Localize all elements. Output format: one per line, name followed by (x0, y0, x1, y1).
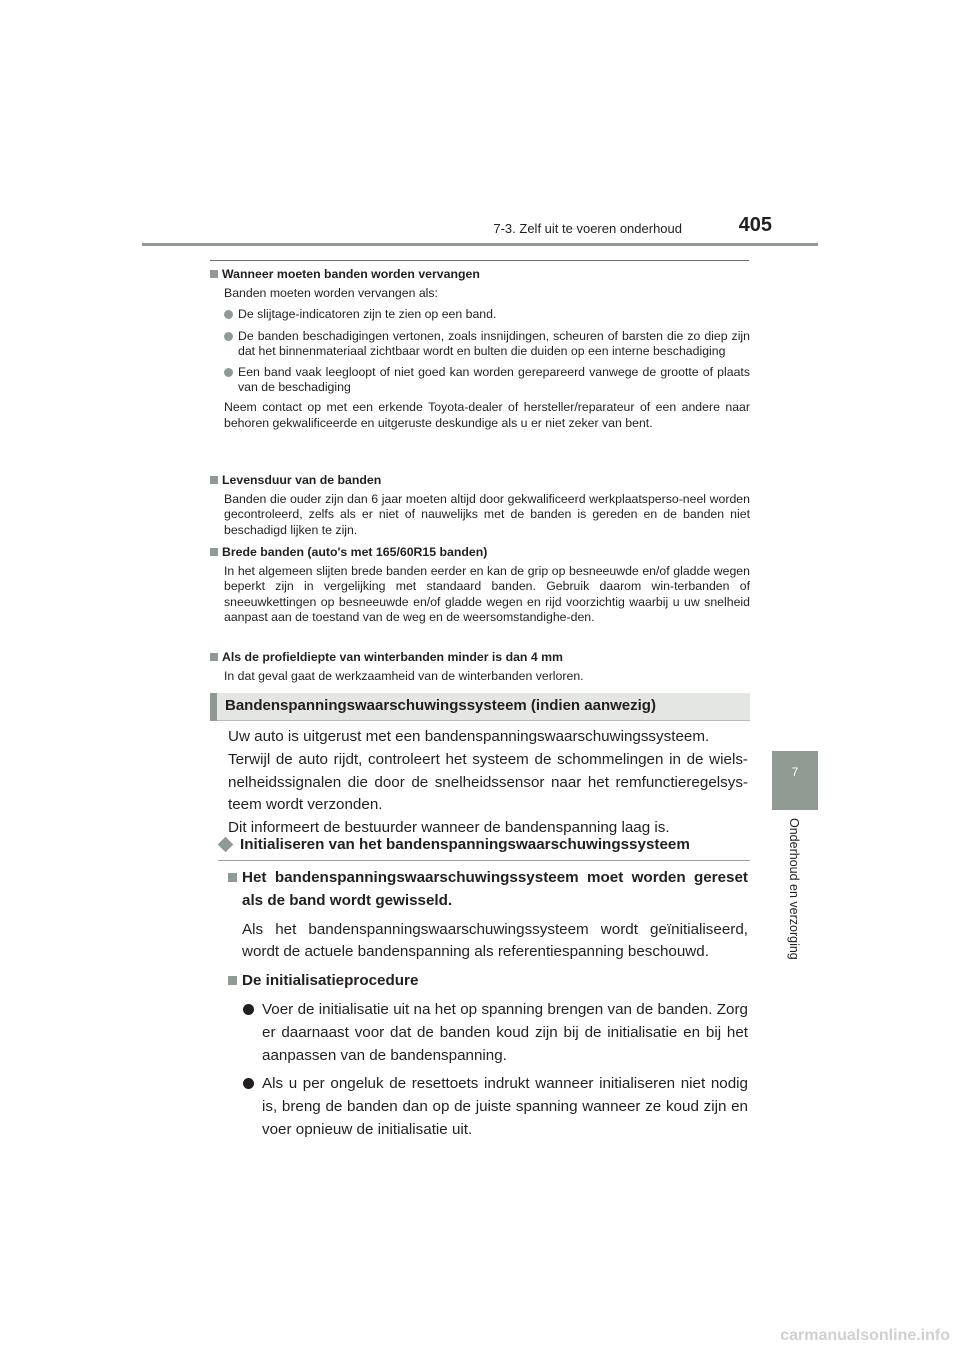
round-bullet-icon (224, 368, 233, 377)
square-bullet-icon (228, 976, 237, 985)
diamond-bullet-icon (218, 837, 234, 853)
square-bullet-icon (210, 548, 218, 556)
note-text: Banden die ouder zijn dan 6 jaar moeten altijd door gekwalificeerd werkplaatsperso-neel worden gecontroleerd, zelfs als er niet of nauwelijks met de banden is gereden en de banden niet beschadigd lijken te zijn. (224, 492, 750, 537)
note-intro: Banden moeten worden vervangen als: (224, 286, 438, 301)
note-heading: Brede banden (auto's met 165/60R15 banden) (210, 545, 750, 560)
square-bullet-icon (228, 873, 237, 882)
note-tire-replacement (210, 267, 750, 431)
section-body (228, 726, 748, 840)
note-heading: Wanneer moeten banden worden vervangen (210, 267, 750, 282)
note-winter-tire-depth (210, 650, 750, 684)
subsection-header (218, 836, 750, 861)
round-bullet-icon (224, 310, 233, 319)
page-number: 405 (738, 214, 772, 236)
section-paragraph: Terwijl de auto rijdt, controleert het systeem de schommelingen in de wiels-nelheidssignalen die door de snelheidssensor naar het remfunctieregelsys-teem wordt verzonden. (228, 750, 748, 814)
round-bullet-icon (243, 1004, 254, 1015)
top-rule (210, 260, 749, 261)
section-title: Bandenspanningswaarschuwingssysteem (indien aanwezig) (225, 697, 656, 714)
chapter-label (782, 818, 806, 978)
section-header (210, 693, 750, 721)
subsection-title: Initialiseren van het bandenspanningswaarschuwingssysteem (240, 836, 690, 853)
note-text: In het algemeen slijten brede banden eerder en kan de grip op besneeuwde en/of gladde wegen beperkt zijn in vergelijking met standaard banden. Gebruik daarom win-terbanden of sneeuwkettingen op besneeuwde en/of gladde wegen en rijd voorzichtig waarbij u uw snelheid aanpast aan de toestand van de weg en de weersomstandighe-den. (224, 564, 750, 624)
round-bullet-icon (224, 332, 233, 341)
header-section-title: 7-3. Zelf uit te voeren onderhoud (493, 221, 682, 236)
round-bullet-icon (243, 1078, 254, 1089)
header-rule (142, 243, 818, 246)
chapter-tab (772, 751, 818, 810)
watermark: carmanualsonline.info (780, 1327, 950, 1344)
square-bullet-icon (210, 653, 218, 661)
list-item: Voer de initialisatie uit na het op spanning brengen van de banden. Zorg er daarnaast voor dat de banden koud zijn bij de initialisatie en bij het aanpassen van de bandenspanning. (228, 999, 748, 1067)
item-text: Als het bandenspanningswaarschuwingssysteem wordt geïnitialiseerd, wordt de actuele bandenspanning als referentiespanning beschouwd. (242, 920, 748, 961)
list-item: Als u per ongeluk de resettoets indrukt wanneer initialiseren niet nodig is, breng de banden dan op de juiste spanning wanneer ze koud zijn en voer opnieuw de initialisatie uit. (228, 1073, 748, 1141)
chapter-number: 7 (791, 765, 799, 779)
square-bullet-icon (210, 270, 218, 278)
subsection-body (228, 867, 748, 1142)
chapter-label-text: Onderhoud en verzorging (787, 818, 801, 960)
note-heading: Als de profieldiepte van winterbanden minder is dan 4 mm (210, 650, 750, 665)
section-header-bar (210, 693, 217, 721)
section-paragraph: Dit informeert de bestuurder wanneer de bandenspanning laag is. (228, 819, 670, 837)
section-paragraph: Uw auto is uitgerust met een bandenspanningswaarschuwingssysteem. (228, 728, 710, 745)
item-heading: De initialisatieprocedure (228, 970, 748, 993)
note-heading: Levensduur van de banden (210, 473, 750, 488)
list-item: De banden beschadigingen vertonen, zoals insnijdingen, scheuren of barsten die zo diep zijn dat het binnenmateriaal zichtbaar wordt en bulten die duiden op een interne beschadiging (210, 329, 750, 359)
note-tire-lifespan (210, 473, 750, 538)
square-bullet-icon (210, 476, 218, 484)
list-item: De slijtage-indicatoren zijn te zien op een band. (210, 307, 750, 322)
item-heading: Het bandenspanningswaarschuwingssysteem moet worden gereset als de band wordt gewisseld. (228, 867, 748, 913)
note-text: In dat geval gaat de werkzaamheid van de winterbanden verloren. (224, 669, 584, 684)
list-item: Een band vaak leegloopt of niet goed kan worden gerepareerd vanwege de grootte of plaats van de beschadiging (210, 365, 750, 395)
note-wide-tires (210, 545, 750, 625)
note-outro: Neem contact op met een erkende Toyota-dealer of hersteller/reparateur of een andere naar behoren gekwalificeerde en uitgeruste deskundige als u er niet zeker van bent. (224, 400, 750, 430)
